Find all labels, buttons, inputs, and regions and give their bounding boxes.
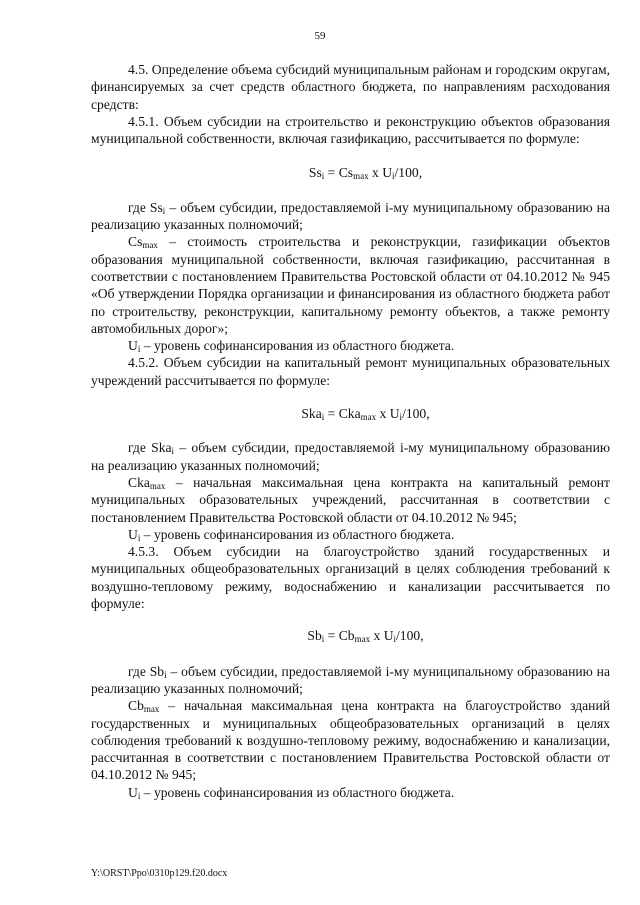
definition-subscript: i: [137, 790, 141, 801]
definition-text: – объем субсидии, предоставляемой i-му муниципальному образованию на реализацию указанных полномочий;: [91, 199, 610, 233]
definition-sb: [91, 663, 610, 698]
definition-text: – начальная максимальная цена контракта на капитальный ремонт муниципальных образовательных учреждений, рассчитанная в соответствии с постановлением Правительства Ростовской области от 04.10.2012 № 945;: [91, 474, 610, 525]
formula-ska: [91, 405, 610, 422]
page-number: 59: [314, 30, 326, 42]
formula-ss: [91, 164, 610, 181]
formula-factor-subscript: i: [392, 171, 395, 182]
definition-text: – уровень софинансирования из областного бюджета.: [140, 784, 455, 800]
definition-subscript: max: [149, 480, 166, 491]
definition-subscript: i: [164, 669, 167, 680]
section-4-5-2-paragraph: 4.5.2. Объем субсидии на капитальный ремонт муниципальных образовательных учреждений рассчитывается по формуле:: [91, 355, 610, 388]
definition-term: U: [128, 784, 138, 800]
formula-lhs-subscript: i: [321, 634, 325, 645]
definition-term: U: [128, 526, 138, 542]
formula-rhs-subscript: max: [360, 412, 377, 423]
definition-cka: [91, 474, 610, 526]
definition-subscript: max: [143, 704, 160, 715]
formula-sb: [91, 627, 610, 644]
definition-u-1: [91, 337, 610, 354]
definition-term: где Ss: [128, 199, 163, 215]
definition-u-3: [91, 784, 610, 801]
definition-text: – начальная максимальная цена контракта на благоустройство зданий государственных и муниципальных общеобразовательных организаций в целях соблюдения требований к воздушно-тепловому режиму, водоснабжению и канализации, рассчитанная в соответствии с постановлением Правительства Ростовской области от 04.10.2012 № 945;: [91, 698, 610, 783]
definition-term: U: [128, 338, 138, 354]
definition-cs: [91, 233, 610, 337]
section-4-5-1-paragraph: 4.5.1. Объем субсидии на строительство и реконструкцию объектов образования муниципальной собственности, включая газификацию, рассчитывается по формуле:: [91, 113, 610, 147]
section-4-5-heading: 4.5. Определение объема субсидий муниципальным районам и городским округам, финансируемых за счет средств областного бюджета, по направлениям расходования средств:: [91, 62, 610, 112]
definition-subscript: i: [162, 205, 166, 216]
definition-term: Cb: [128, 698, 144, 714]
formula-factor-subscript: i: [393, 634, 397, 645]
formula-lhs: Ska: [301, 406, 322, 422]
formula-factor-subscript: i: [399, 412, 403, 423]
formula-factor: х U: [370, 628, 394, 644]
definition-u-2: [91, 526, 610, 543]
formula-lhs-subscript: i: [321, 412, 325, 423]
definition-term: где Ska: [128, 440, 172, 456]
formula-lhs: Sb: [307, 628, 322, 644]
formula-rhs-subscript: max: [354, 634, 371, 645]
definition-text: – уровень софинансирования из областного бюджета.: [140, 338, 455, 354]
definition-text: – объем субсидии, предоставляемой i-му муниципальному образованию на реализацию указанных полномочий;: [91, 663, 610, 696]
definition-term: Cka: [128, 474, 150, 490]
definition-text: – уровень софинансирования из областного бюджета.: [140, 526, 455, 542]
formula-rhs: = Cka: [324, 406, 361, 422]
definition-text: – стоимость строительства и реконструкции, газификации объектов образования муниципальной собственности, включая газификацию, рассчитанная в соответствии с постановлением Правительства Ростовской области от 04.10.2012 № 945 «Об утверждении Порядка организации и финансирования из областного бюджета работ по строительству, реконструкции, капитальному ремонту объектов, а также ремонту автомобильных дорог»;: [91, 234, 610, 336]
definition-ss: [91, 199, 610, 234]
formula-factor: х U: [368, 165, 393, 181]
formula-rhs: = Cb: [324, 628, 355, 644]
definition-subscript: max: [142, 240, 158, 251]
definition-term: где Sb: [128, 663, 165, 679]
definition-term: Cs: [128, 234, 143, 250]
definition-subscript: i: [137, 532, 141, 543]
formula-end: /100,: [394, 165, 423, 181]
formula-rhs: = Cs: [324, 165, 354, 181]
footer-file-path: Y:\ORST\Ppo\0310p129.f20.docx: [91, 868, 228, 879]
formula-lhs-subscript: i: [321, 171, 325, 182]
definition-cb: [91, 697, 610, 783]
formula-lhs: Ss: [308, 165, 322, 181]
definition-subscript: i: [137, 344, 141, 355]
formula-end: /100,: [396, 628, 424, 644]
formula-rhs-subscript: max: [353, 171, 369, 182]
formula-factor: х U: [376, 406, 400, 422]
formula-end: /100,: [402, 406, 430, 422]
definition-subscript: i: [171, 446, 175, 457]
definition-text: – объем субсидии, предоставляемой i-му муниципальному образованию на реализацию указанных полномочий;: [91, 440, 610, 473]
document-body: [91, 61, 610, 801]
definition-ska: [91, 439, 610, 474]
section-4-5-3-paragraph: 4.5.3. Объем субсидии на благоустройство зданий государственных и муниципальных общеобразовательных организаций в целях соблюдения требований к воздушно-тепловому режиму, водоснабжению и канализации рассчитывается по формуле:: [91, 544, 610, 612]
